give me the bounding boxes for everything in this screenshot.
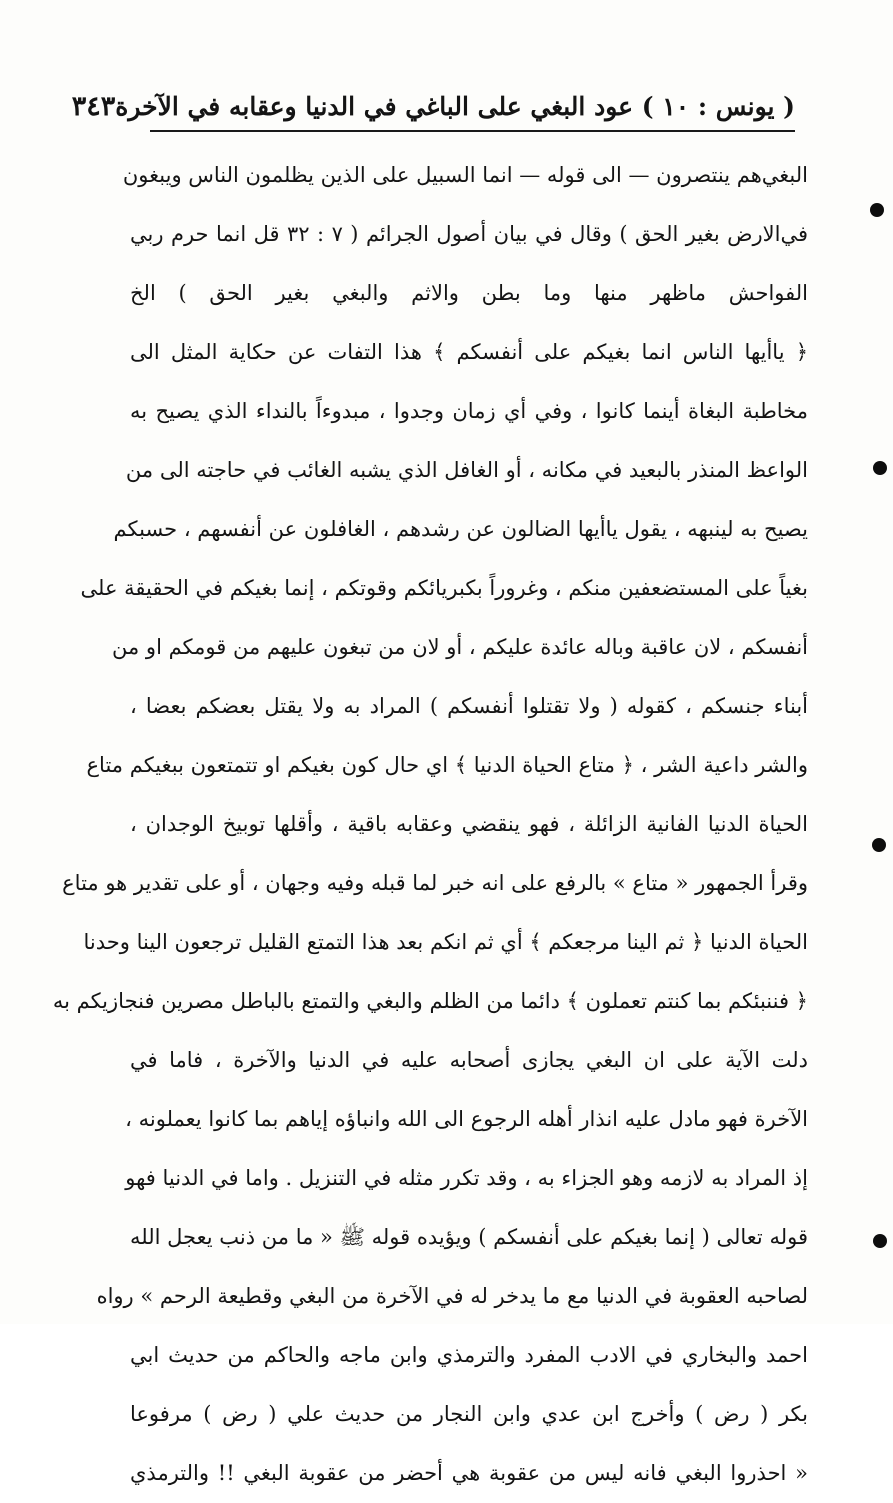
text-line: والشر داعية الشر ، ﴿ متاع الحياة الدنيا ﴾ اي حال كون بغيكم او تتمتعون ببغيكم متاع bbox=[86, 753, 808, 777]
text-line: البغي‌هم ينتصرون — الى قوله — انما السبيل على الذين يظلمون الناس ويبغون bbox=[122, 163, 808, 187]
text-line: إذ المراد به لازمه وهو الجزاء به ، وقد تكرر مثله في التنزيل . واما في الدنيا فهو bbox=[125, 1166, 808, 1190]
text-line: بغياً على المستضعفين منكم ، وغروراً بكبريائكم وقوتكم ، إنما بغيكم في الحقيقة على bbox=[80, 576, 808, 600]
text-line: الحياة الدنيا ﴿ ثم الينا مرجعكم ﴾ أي ثم انكم بعد هذا التمتع القليل ترجعون الينا وحدنا bbox=[83, 930, 808, 954]
text-line: وقرأ الجمهور « متاع » بالرفع على انه خبر لما قبله وفيه وجهان ، أو على تقدير هو متاع bbox=[62, 871, 808, 895]
text-line: مخاطبة البغاة أينما كانوا ، وفي أي زمان وجدوا ، مبدوءاً بالنداء الذي يصيح به bbox=[130, 399, 808, 423]
text-line: يصيح به لينبهه ، يقول ياأيها الضالون عن رشدهم ، الغافلون عن أنفسهم ، حسبكم bbox=[113, 517, 808, 541]
text-line: أبناء جنسكم ، كقوله ( ولا تقتلوا أنفسكم ) المراد به ولا يقتل بعضكم بعضا ، bbox=[130, 694, 808, 718]
text-line: قوله تعالى ( إنما بغيكم على أنفسكم ) ويؤيده قوله ﷺ « ما من ذنب يعجل الله bbox=[130, 1225, 808, 1249]
binding-hole bbox=[873, 1234, 887, 1248]
text-line: الواعظ المنذر بالبعيد في مكانه ، أو الغافل الذي يشبه الغائب في حاجته الى من bbox=[125, 458, 808, 482]
text-line: بكر ( رض ) وأخرج ابن عدي وابن النجار من حديث علي ( رض ) مرفوعا bbox=[130, 1402, 808, 1426]
page-body bbox=[52, 146, 809, 1503]
text-line: ﴿ فننبئكم بما كنتم تعملون ﴾ دائما من الظلم والبغي والتمتع بالباطل مصرين فنجازيكم به bbox=[52, 989, 808, 1013]
text-line: في‌الارض بغير الحق ) وقال في بيان أصول الجرائم ( ٧ : ٣٢ قل انما حرم ربي bbox=[130, 222, 809, 246]
text-line: ﴿ ياأيها الناس انما بغيكم على أنفسكم ﴾ هذا التفات عن حكاية المثل الى bbox=[130, 340, 808, 364]
text-line: الآخرة فهو مادل عليه انذار أهله الرجوع الى الله وانباؤه إياهم بما كانوا يعملونه ، bbox=[125, 1107, 808, 1131]
text-line: « احذروا البغي فانه ليس من عقوبة هي أحضر من عقوبة البغي !! والترمذي bbox=[130, 1461, 808, 1485]
text-line: لصاحبه العقوبة في الدنيا مع ما يدخر له في الآخرة من البغي وقطيعة الرحم » رواه bbox=[96, 1284, 808, 1308]
text-line: دلت الآية على ان البغي يجازى أصحابه عليه في الدنيا والآخرة ، فاما في bbox=[130, 1048, 808, 1072]
running-title: ( يونس : ١٠ ) عود البغي على الباغي في الدنيا وعقابه في الآخرة bbox=[115, 91, 795, 121]
header-rule bbox=[150, 130, 795, 132]
binding-hole bbox=[872, 838, 886, 852]
binding-hole bbox=[873, 461, 887, 475]
binding-hole bbox=[870, 203, 884, 217]
text-line: أنفسكم ، لان عاقبة وباله عائدة عليكم ، أو لان من تبغون عليهم من قومكم او من bbox=[112, 635, 808, 659]
page-number: ٣٤٣ bbox=[71, 90, 116, 122]
text-line: احمد والبخاري في الادب المفرد والترمذي وابن ماجه والحاكم من حديث ابي bbox=[130, 1343, 808, 1367]
page-header bbox=[71, 86, 795, 126]
text-line: الحياة الدنيا الفانية الزائلة ، فهو ينقضي وعقابه باقية ، وأقلها توبيخ الوجدان ، bbox=[130, 812, 808, 836]
text-line: الفواحش ماظهر منها وما بطن والاثم والبغي بغير الحق ) الخ bbox=[130, 281, 808, 305]
